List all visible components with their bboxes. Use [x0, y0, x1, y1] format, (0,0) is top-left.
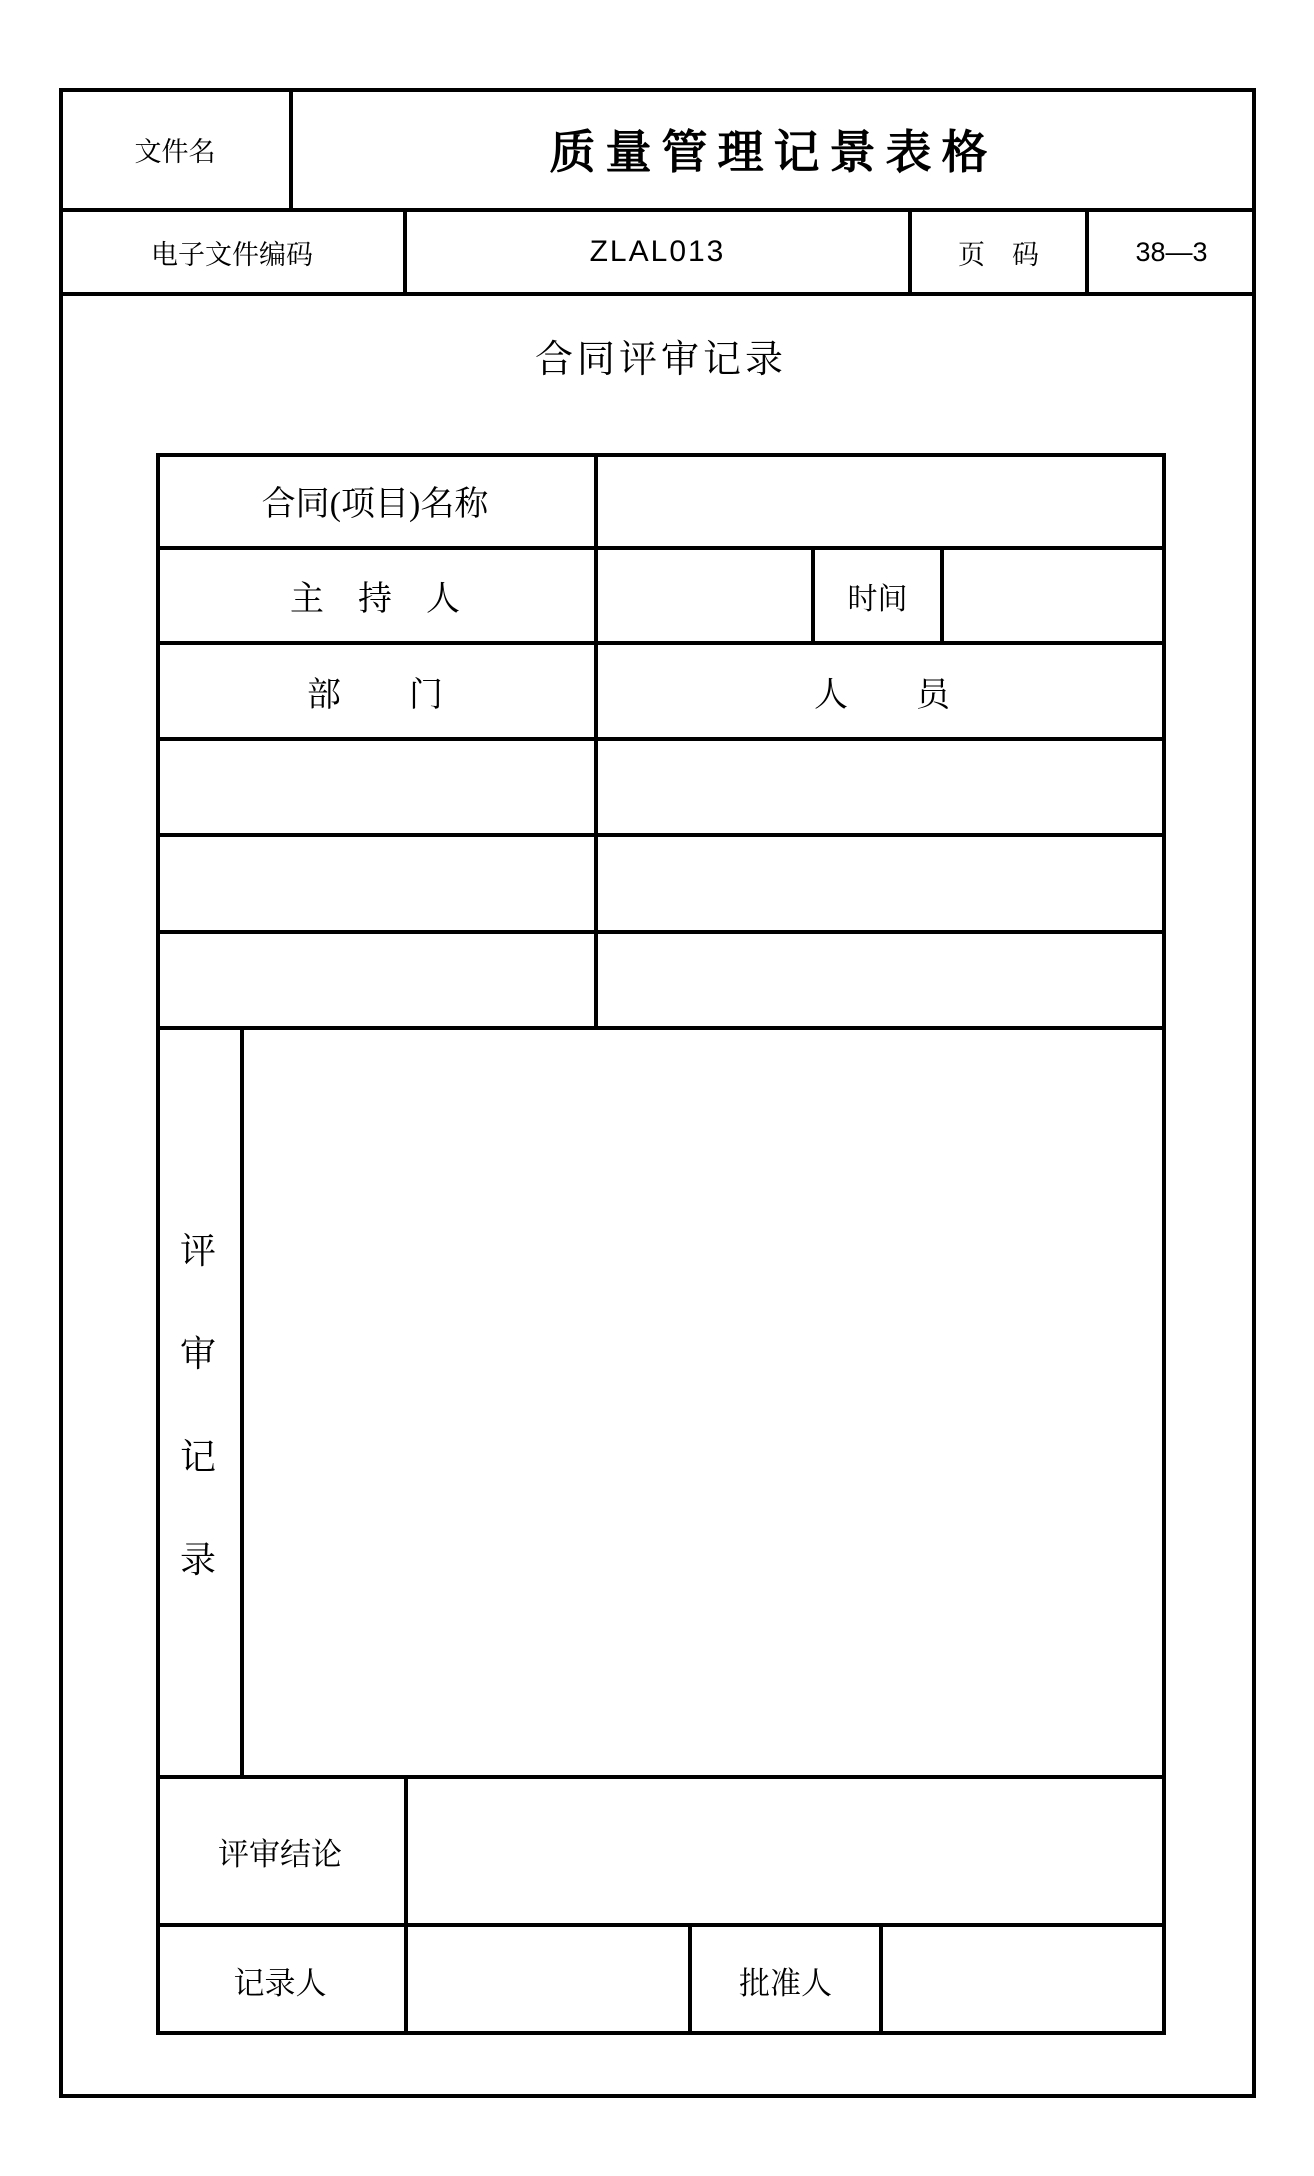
review-record-char: 审 — [179, 1333, 216, 1374]
contract-name-input-cell[interactable] — [598, 453, 1166, 548]
approver-label: 批准人 — [739, 1965, 832, 2001]
recorder-label: 记录人 — [233, 1965, 327, 2001]
form-title: 合同评审记录 — [534, 338, 787, 381]
review-record-label — [156, 1028, 240, 1777]
recorder-input-cell[interactable] — [408, 1925, 688, 2035]
electronic-code-label: 电子文件编码 — [151, 239, 313, 270]
review-record-char: 记 — [179, 1436, 216, 1477]
personnel-label: 人 员 — [814, 676, 950, 714]
review-record-input-area[interactable] — [244, 1028, 1166, 1777]
personnel-input-cell[interactable] — [598, 739, 1166, 835]
department-input-cell[interactable] — [156, 932, 594, 1028]
time-input-cell[interactable] — [944, 548, 1166, 643]
time-label: 时间 — [847, 582, 908, 616]
personnel-input-cell[interactable] — [598, 932, 1166, 1028]
electronic-code-value: ZLAL013 — [589, 235, 726, 268]
grid-line — [908, 210, 912, 294]
file-name-label: 文件名 — [134, 136, 216, 167]
department-label: 部 门 — [307, 676, 443, 714]
grid-line — [289, 88, 293, 210]
document-title: 质量管理记景表格 — [549, 126, 998, 178]
approver-input-cell[interactable] — [883, 1925, 1166, 2035]
page-number-value: 38—3 — [1135, 236, 1208, 267]
host-label: 主 持 人 — [290, 581, 460, 618]
grid-line — [403, 210, 407, 294]
review-record-char: 评 — [179, 1230, 216, 1271]
review-record-char: 录 — [179, 1539, 216, 1580]
department-input-cell[interactable] — [156, 835, 594, 932]
review-conclusion-label: 评审结论 — [218, 1836, 342, 1872]
host-input-cell[interactable] — [598, 548, 811, 643]
personnel-input-cell[interactable] — [598, 835, 1166, 932]
page-number-label: 页 码 — [958, 239, 1039, 270]
grid-line — [59, 292, 1256, 296]
department-input-cell[interactable] — [156, 739, 594, 835]
review-conclusion-input-cell[interactable] — [408, 1777, 1166, 1925]
contract-name-label: 合同(项目)名称 — [261, 486, 489, 523]
grid-line — [1085, 210, 1089, 294]
